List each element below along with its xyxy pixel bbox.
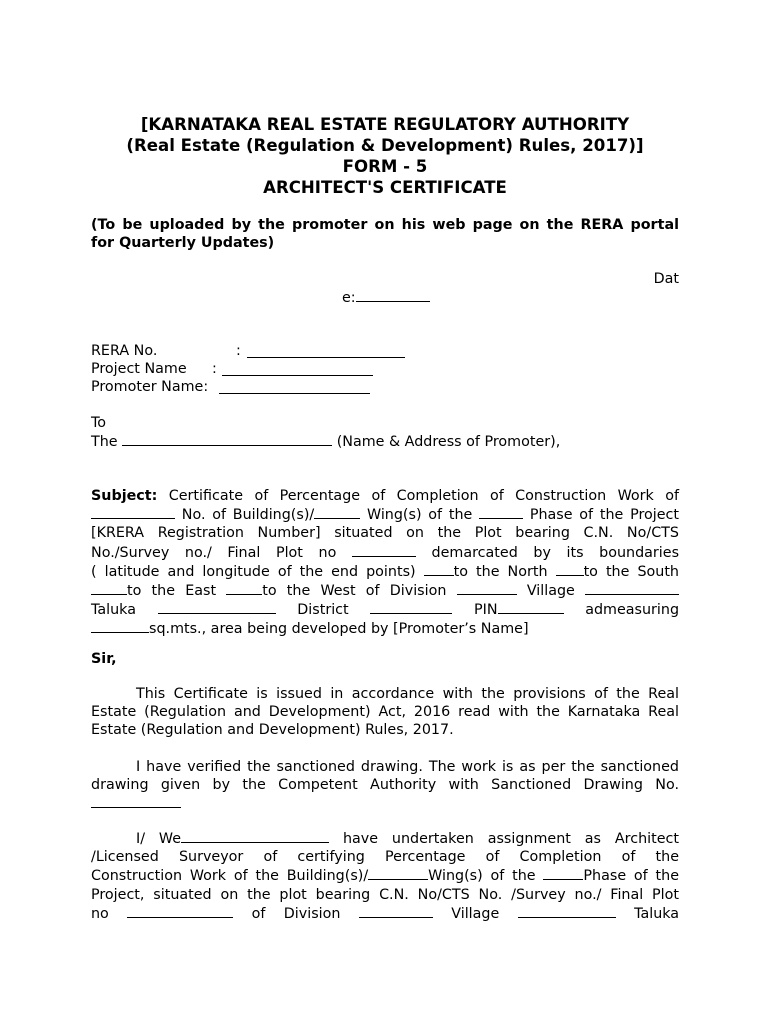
para3-wing-blank[interactable]	[368, 866, 428, 880]
para3-village-blank[interactable]	[518, 904, 616, 918]
division-blank[interactable]	[457, 581, 517, 595]
subject-text-4b: demarcated by its boundaries	[431, 544, 680, 561]
architect-name-blank[interactable]	[181, 829, 329, 843]
subject-text-7b: District	[297, 602, 349, 619]
para3-text-3a: Construction Work of the Building(s)/	[91, 868, 369, 885]
date-line-1: Dat	[653, 271, 679, 287]
subject-text-5b: to the North	[453, 563, 548, 580]
south-blank[interactable]	[556, 562, 584, 576]
subject-text-8: sq.mts., area being developed by [Promoter’s Name]	[149, 621, 529, 638]
subject-text-7d: admeasuring	[585, 602, 680, 619]
date-label: e:	[342, 290, 356, 306]
paragraph-1: This Certificate is issued in accordance with the provisions of the Real Estate (Regulation and Development) Act, 2016 read with the Karnataka Real Estate (Regulation and Development) Rules, 2017.	[91, 686, 679, 739]
title-line-4: ARCHITECT'S CERTIFICATE	[263, 178, 507, 197]
to-line: To	[91, 415, 107, 431]
subject-text-6c: Village	[526, 583, 575, 600]
para3-text-5c: Village	[451, 905, 500, 922]
para3-text-5b: of Division	[251, 905, 341, 922]
title-line-2: (Real Estate (Regulation & Development) Rules, 2017)]	[126, 136, 644, 155]
area-blank[interactable]	[91, 619, 149, 633]
para3-text-5d: Taluka	[634, 905, 680, 922]
promoter-name-label: Promoter Name:	[91, 379, 209, 395]
para3-phase-blank[interactable]	[543, 866, 583, 880]
addressee-blank[interactable]	[122, 432, 332, 446]
addressee-line	[91, 432, 679, 451]
document-title	[0, 114, 770, 198]
para3-plot-blank[interactable]	[127, 904, 233, 918]
north-blank[interactable]	[424, 562, 454, 576]
para3-line-3	[91, 866, 679, 885]
pin-blank[interactable]	[498, 600, 564, 614]
subject-text-2b: Wing(s) of the	[367, 507, 473, 524]
addressee-suffix: (Name & Address of Promoter),	[336, 434, 561, 450]
subject-line-7	[91, 600, 679, 619]
salutation: Sir,	[91, 651, 117, 667]
project-name-row	[91, 360, 679, 378]
para3-line-5	[91, 904, 679, 923]
west-blank[interactable]	[226, 581, 262, 595]
drawing-no-blank[interactable]	[91, 794, 181, 808]
subject-line-4	[91, 543, 679, 562]
para3-text-3c: Phase of the	[583, 868, 679, 885]
promoter-name-blank[interactable]	[219, 380, 370, 394]
date-blank[interactable]	[356, 288, 430, 302]
subject-text-6b: to the West of Division	[262, 583, 447, 600]
final-plot-blank[interactable]	[352, 543, 416, 557]
subject-text-2c: Phase of the Project	[529, 507, 679, 524]
subject-text-5a: ( latitude and longitude of the end points)	[91, 563, 416, 580]
subject-line-8	[91, 619, 679, 638]
subject-label: Subject:	[91, 488, 158, 504]
east-blank[interactable]	[91, 581, 127, 595]
subject-text-7a: Taluka	[91, 602, 136, 619]
the-label: The	[91, 434, 118, 450]
title-line-1: [KARNATAKA REAL ESTATE REGULATORY AUTHORITY	[140, 115, 630, 134]
rera-no-label: RERA No.	[91, 343, 158, 359]
upload-note: (To be uploaded by the promoter on his web page on the RERA portal for Quarterly Updates)	[91, 217, 679, 252]
para3-line-4: Project, situated on the plot bearing C.N. No/CTS No. /Survey no./ Final Plot	[91, 886, 679, 903]
promoter-name-row	[91, 378, 679, 396]
subject-text-5c: to the South	[583, 563, 679, 580]
subject-line-6	[91, 581, 679, 600]
taluka-blank[interactable]	[158, 600, 276, 614]
para3-line-1	[91, 829, 679, 848]
paragraph-2-text: I have verified the sanctioned drawing. The work is as per the sanctioned drawing given by the Competent Authority with Sanctioned Drawing No.	[91, 759, 679, 794]
para3-line-2: /Licensed Surveyor of certifying Percentage of Completion of the	[91, 849, 679, 866]
project-name-label: Project Name	[91, 361, 187, 377]
paragraph-2	[91, 758, 679, 814]
para3-text-1a: I/ We	[136, 831, 182, 847]
rera-no-colon: :	[236, 343, 241, 359]
subject-paragraph	[91, 487, 679, 639]
subject-text-7c: PIN	[474, 602, 498, 619]
rera-no-row	[91, 342, 679, 360]
subject-text-4a: No./Survey no./ Final Plot no	[91, 544, 337, 561]
district-blank[interactable]	[370, 600, 452, 614]
para3-division-blank[interactable]	[359, 904, 433, 918]
subject-line-3: [KRERA Registration Number] situated on the Plot bearing C.N. No/CTS	[91, 525, 679, 542]
subject-line-5	[91, 562, 679, 581]
paragraph-3	[91, 829, 679, 923]
para3-text-3b: Wing(s) of the	[428, 868, 536, 885]
para3-text-5a: no	[91, 905, 109, 922]
subject-line-2	[91, 505, 679, 524]
project-name-blank[interactable]	[222, 362, 373, 376]
subject-text-2a: No. of Building(s)/	[181, 507, 315, 524]
title-line-3: FORM - 5	[342, 157, 428, 176]
date-line-2	[342, 288, 542, 307]
subject-text-1: Certificate of Percentage of Completion of Construction Work of	[168, 488, 679, 504]
wing-blank[interactable]	[314, 505, 360, 519]
phase-blank[interactable]	[479, 505, 523, 519]
para3-text-1b: have undertaken assignment as Architect	[342, 831, 679, 847]
project-name-colon: :	[212, 361, 217, 377]
village-blank[interactable]	[585, 581, 679, 595]
rera-no-blank[interactable]	[247, 344, 405, 358]
subject-line-1	[91, 487, 679, 505]
subject-text-6a: to the East	[127, 583, 217, 600]
building-count-blank[interactable]	[91, 505, 175, 519]
